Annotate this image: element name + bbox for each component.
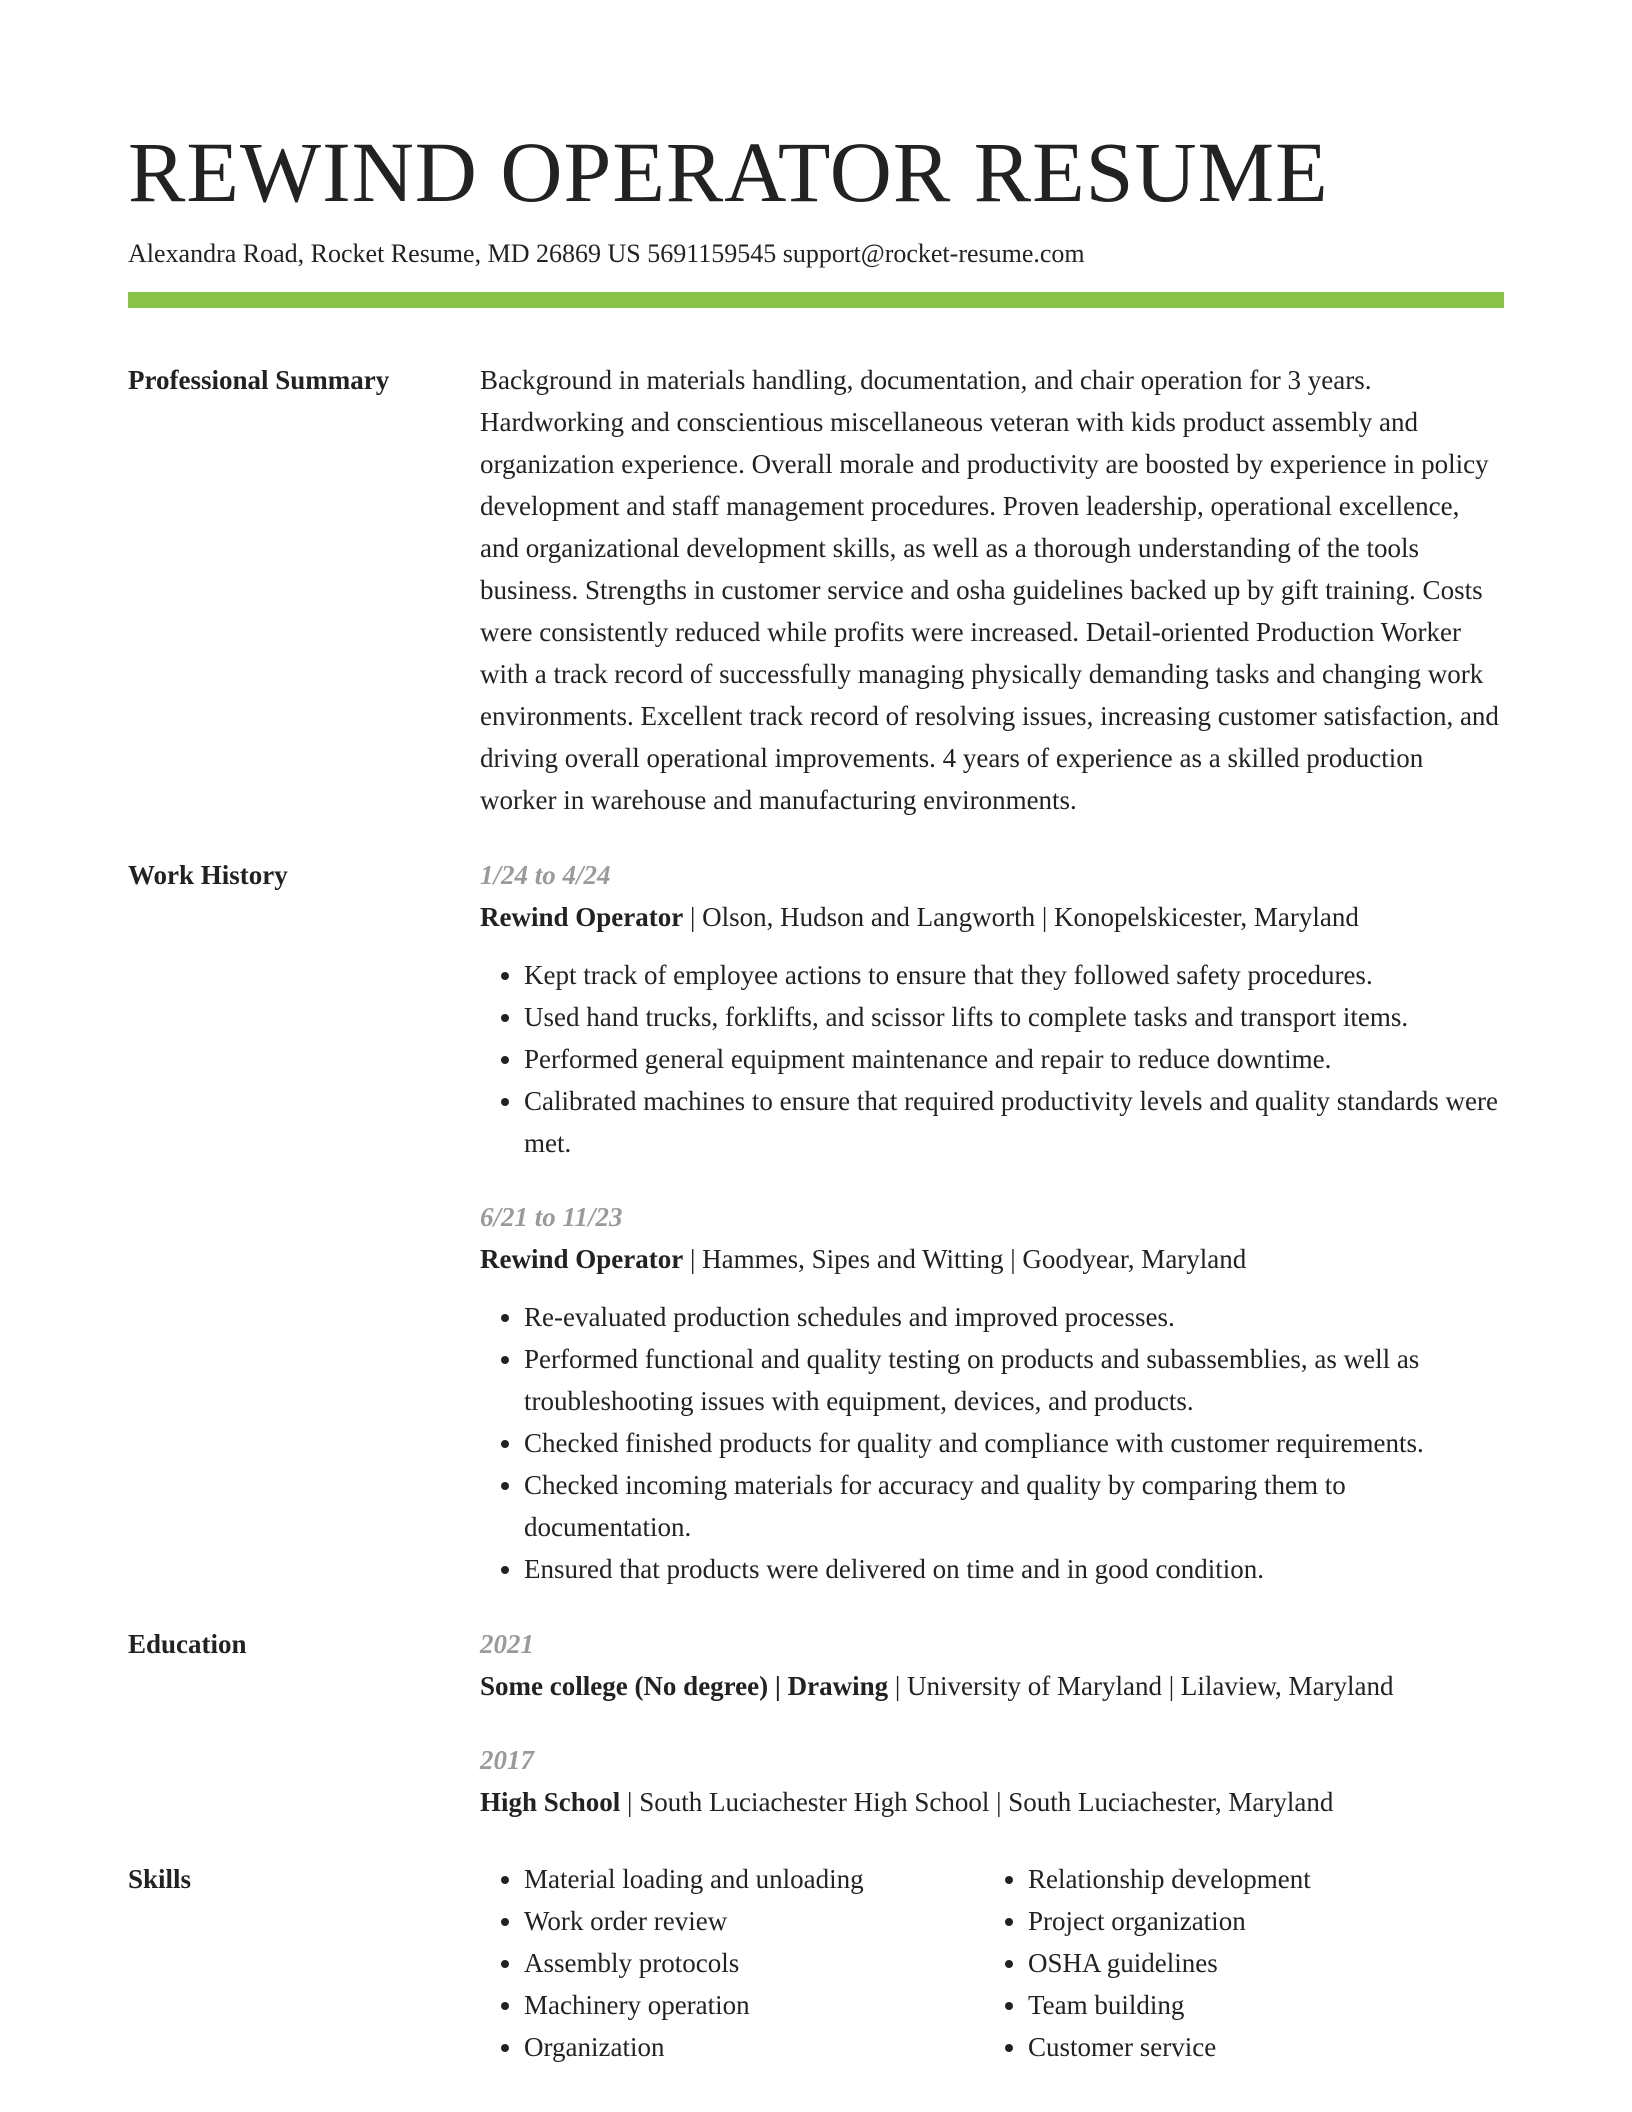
skills-section — [128, 1858, 1504, 2068]
job-duty: • Checked finished products for quality and compliance with customer requirements. — [524, 1422, 1504, 1464]
skills-list-left — [480, 1858, 984, 2068]
education-entry — [480, 1739, 1504, 1823]
skill-item: • Team building — [1028, 1984, 1488, 2026]
job-duty: • Ensured that products were delivered on time and in good condition. — [524, 1548, 1504, 1590]
education-body — [480, 1623, 1504, 1823]
skills-label: Skills — [128, 1864, 192, 1894]
contact-email: support@rocket-resume.com — [782, 239, 1085, 268]
skill-item: • Material loading and unloading — [524, 1858, 984, 1900]
summary-label: Professional Summary — [128, 365, 390, 395]
job-dates: 1/24 to 4/24 — [480, 860, 611, 890]
job-employer: | Olson, Hudson and Langworth | Konopelskicester, Maryland — [683, 902, 1359, 932]
education-degree: High School — [480, 1787, 621, 1817]
education-section — [128, 1623, 1504, 1823]
skill-item: • Machinery operation — [524, 1984, 984, 2026]
skill-item: • Customer service — [1028, 2026, 1488, 2068]
job-heading — [480, 1238, 1504, 1280]
job-employer: | Hammes, Sipes and Witting | Goodyear, Maryland — [683, 1244, 1247, 1274]
skill-item: • OSHA guidelines — [1028, 1942, 1488, 1984]
job-title: Rewind Operator — [480, 1244, 684, 1274]
education-school: | South Luciachester High School | South Luciachester, Maryland — [620, 1787, 1334, 1817]
job-title: Rewind Operator — [480, 902, 684, 932]
education-degree: Some college (No degree) | Drawing — [480, 1671, 889, 1701]
skill-item: • Relationship development — [1028, 1858, 1488, 1900]
education-school: | University of Maryland | Lilaview, Maryland — [888, 1671, 1394, 1701]
education-year: 2021 — [480, 1629, 534, 1659]
summary-section — [128, 359, 1504, 821]
contact-address: Alexandra Road, Rocket Resume, MD 26869 US — [128, 239, 641, 268]
job-duty: • Checked incoming materials for accuracy and quality by comparing them to documentation. — [524, 1464, 1504, 1548]
work-history-label: Work History — [128, 860, 288, 890]
job-heading — [480, 896, 1504, 938]
job-entry — [480, 854, 1504, 1164]
education-label: Education — [128, 1629, 247, 1659]
job-duty: • Performed general equipment maintenance and repair to reduce downtime. — [524, 1038, 1504, 1080]
summary-text: Background in materials handling, documentation, and chair operation for 3 years. Hardworking and conscientious miscellaneous veteran with kids product assembly and organization experience. Overall morale and productivity are boosted by experience in policy development and staff management procedures. Proven leadership, operational excellence, and organizational development skills, as well as a thorough understanding of the tools business. Strengths in customer service and osha guidelines backed up by gift training. Costs were consistently reduced while profits were increased. Detail-oriented Production Worker with a track record of successfully managing physically demanding tasks and changing work environments. Excellent track record of resolving issues, increasing customer satisfaction, and driving overall operational improvements. 4 years of experience as a skilled production worker in warehouse and manufacturing environments. — [480, 365, 1499, 815]
job-duties-list — [480, 954, 1504, 1164]
skills-body — [480, 1858, 1504, 2068]
skill-item: • Organization — [524, 2026, 984, 2068]
education-year: 2017 — [480, 1745, 534, 1775]
job-duty: • Used hand trucks, forklifts, and scissor lifts to complete tasks and transport items. — [524, 996, 1504, 1038]
job-duty: • Performed functional and quality testing on products and subassemblies, as well as troubleshooting issues with equipment, devices, and products. — [524, 1338, 1504, 1422]
job-duty: • Re-evaluated production schedules and improved processes. — [524, 1296, 1504, 1338]
accent-divider — [128, 292, 1504, 308]
skill-item: • Assembly protocols — [524, 1942, 984, 1984]
job-dates: 6/21 to 11/23 — [480, 1202, 623, 1232]
skills-list-right — [984, 1858, 1488, 2068]
education-heading — [480, 1781, 1504, 1823]
skill-item: • Project organization — [1028, 1900, 1488, 1942]
skill-item: • Work order review — [524, 1900, 984, 1942]
education-heading — [480, 1665, 1504, 1707]
job-duty: • Calibrated machines to ensure that required productivity levels and quality standards were met. — [524, 1080, 1504, 1164]
work-history-body — [480, 854, 1504, 1590]
contact-phone: 5691159545 — [647, 239, 777, 268]
job-duty: • Kept track of employee actions to ensure that they followed safety procedures. — [524, 954, 1504, 996]
education-entry — [480, 1623, 1504, 1707]
job-duties-list — [480, 1296, 1504, 1590]
contact-line — [128, 236, 1504, 272]
job-entry — [480, 1196, 1504, 1590]
page-title: REWIND OPERATOR RESUME — [128, 124, 1329, 220]
resume-page — [128, 120, 1504, 2068]
work-history-section — [128, 854, 1504, 1590]
